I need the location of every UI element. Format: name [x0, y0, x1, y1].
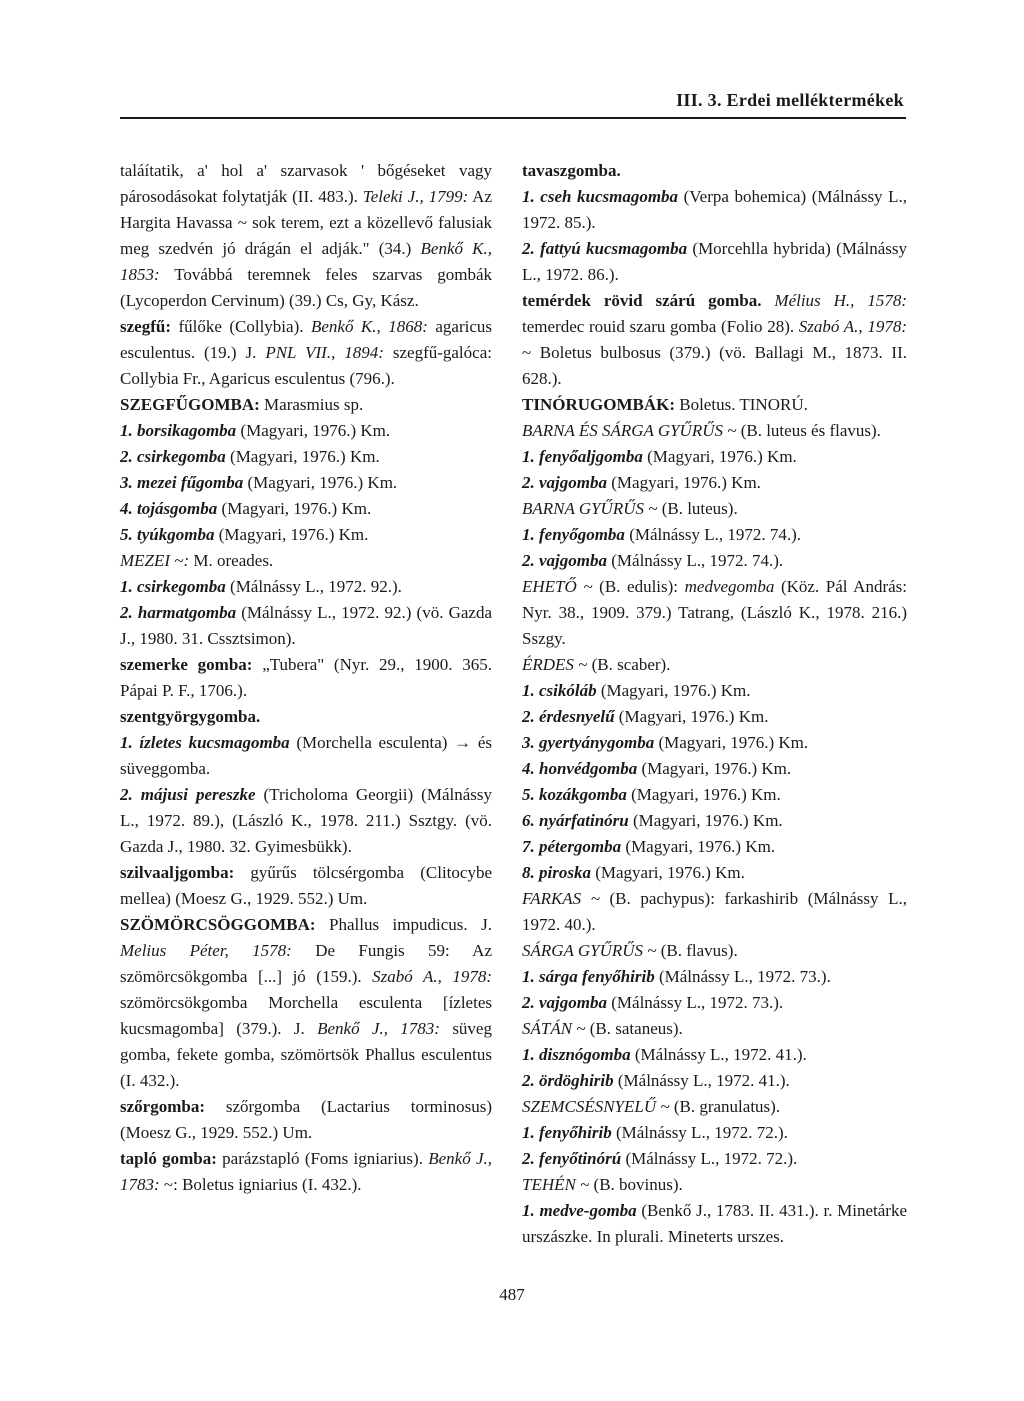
dictionary-entry	[522, 860, 907, 886]
entry-text-segment: Benkő J., 1783:	[317, 1019, 440, 1038]
dictionary-entry	[120, 574, 492, 600]
dictionary-entry	[120, 730, 492, 782]
entry-text-segment: 2. májusi pereszke	[120, 785, 256, 804]
entry-text-segment: tavaszgomba.	[522, 161, 621, 180]
entry-text-segment: SÁRGA GYŰRŰS ~	[522, 941, 657, 960]
entry-text-segment: TEHÉN ~	[522, 1175, 590, 1194]
dictionary-entry	[522, 1172, 907, 1198]
entry-text-segment: 4. tojásgomba	[120, 499, 218, 518]
entry-text-segment: 1. medve-gomba	[522, 1201, 637, 1220]
entry-text-segment: (Magyari, 1976.) Km.	[217, 499, 372, 518]
entry-text-segment: 2. harmatgomba	[120, 603, 237, 622]
dictionary-entry	[522, 548, 907, 574]
entry-text-segment: (B. flavus).	[656, 941, 738, 960]
dictionary-entry	[120, 158, 492, 314]
entry-text-segment: parázstapló (Foms igniarius).	[216, 1149, 429, 1168]
entry-text-segment: (Morcehlla hybrida) (Málnássy L., 1972. 86.).	[522, 239, 907, 284]
entry-text-segment: 4. honvédgomba	[522, 759, 638, 778]
dictionary-entry	[522, 652, 907, 678]
entry-text-segment: Benkő K., 1868:	[310, 317, 428, 336]
entry-text-segment: (Málnássy L., 1972. 92.) (vö. Gazda J., 1980. 31. Cssztsimon).	[120, 603, 492, 648]
entry-text-segment: Mélius H., 1578:	[774, 291, 907, 310]
dictionary-entry	[522, 496, 907, 522]
dictionary-entry	[120, 704, 492, 730]
entry-text-segment: temérdek rövid szárú gomba.	[522, 291, 762, 310]
entry-text-segment: agaricus esculentus. (19.) J.	[120, 317, 492, 362]
entry-text-segment: 1. csikóláb	[522, 681, 597, 700]
entry-text-segment: 5. kozákgomba	[522, 785, 627, 804]
dictionary-entry	[522, 756, 907, 782]
dictionary-entry	[522, 470, 907, 496]
entry-text-segment: (B. edulis):	[592, 577, 685, 596]
running-header	[120, 90, 904, 120]
entry-text-segment: szilvaaljgomba:	[120, 863, 235, 882]
entry-text-segment: 1. borsikagomba	[120, 421, 237, 440]
entry-text-segment: (Magyari, 1976.) Km.	[614, 707, 769, 726]
dictionary-entry	[120, 418, 492, 444]
entry-text-segment: szőrgomba:	[120, 1097, 205, 1116]
entry-text-segment: (Magyari, 1976.) Km.	[626, 785, 781, 804]
entry-text-segment: Továbbá teremnek feles szarvas gombák (Lycoperdon Cervinum) (39.) Cs, Gy, Kász.	[120, 265, 492, 310]
entry-text-segment: gyűrűs tölcsérgomba (Clitocybe mellea) (Moesz G., 1929. 552.) Um.	[120, 863, 492, 908]
entry-text-segment: (Magyari, 1976.) Km.	[642, 447, 797, 466]
entry-text-segment: (Magyari, 1976.) Km.	[236, 421, 391, 440]
dictionary-entry	[522, 418, 907, 444]
entry-text-segment: (B. sataneus).	[585, 1019, 683, 1038]
entry-text-segment: (Magyari, 1976.) Km.	[607, 473, 761, 492]
entry-text-segment: (B. luteus és flavus).	[736, 421, 881, 440]
entry-text-segment: süveg gomba, fekete gomba, szömörtsök Phallus esculentus (I. 432.).	[120, 1019, 492, 1090]
entry-text-segment: BARNA ÉS SÁRGA GYŰRŰS ~	[522, 421, 737, 440]
entry-text-segment: (Magyari, 1976.) Km.	[654, 733, 809, 752]
entry-text-segment: 1. fenyőhirib	[522, 1123, 612, 1142]
entry-text-segment: (B. pachypus): farkashirib (Málnássy L., 1972. 40.).	[522, 889, 907, 934]
entry-text-segment: (B. bovinus).	[589, 1175, 683, 1194]
entry-text-segment: (Málnássy L., 1972. 73.).	[607, 993, 784, 1012]
entry-text-segment: 2. vajgomba	[522, 473, 607, 492]
entry-text-segment: Melius Péter, 1578:	[120, 941, 292, 960]
entry-text-segment: 1. disznógomba	[522, 1045, 631, 1064]
entry-text-segment: (Magyari, 1976.) Km.	[637, 759, 792, 778]
entry-text-segment: (Köz. Pál András: Nyr. 38., 1909. 379.) Tatrang, (László K., 1978. 216.) Sszgy.	[522, 577, 907, 648]
entry-text-segment: De Fungis 59: Az szömörcsökgomba [...] jó (159.).	[120, 941, 492, 986]
dictionary-entry	[522, 574, 907, 652]
entry-text-segment: (B. luteus).	[657, 499, 738, 518]
dictionary-entry	[120, 522, 492, 548]
entry-text-segment: 3. mezei fűgomba	[120, 473, 244, 492]
entry-text-segment: 1. sárga fenyőhirib	[522, 967, 655, 986]
dictionary-entry	[522, 444, 907, 470]
dictionary-entry	[522, 964, 907, 990]
dictionary-entry	[522, 730, 907, 756]
entry-text-segment: (Málnássy L., 1972. 41.).	[613, 1071, 790, 1090]
entry-text-segment: Benkő K., 1853:	[120, 239, 492, 284]
entry-text-segment: EHETŐ ~	[522, 577, 593, 596]
dictionary-entry	[522, 834, 907, 860]
page-number: 487	[499, 1285, 525, 1304]
entry-text-segment: szegfű-galóca: Collybia Fr., Agaricus esculentus (796.).	[120, 343, 492, 388]
dictionary-entry	[120, 600, 492, 652]
entry-text-segment: (Magyari, 1976.) Km.	[621, 837, 776, 856]
entry-text-segment: ~ Boletus bulbosus (379.) (vö. Ballagi M., 1873. II. 628.).	[522, 343, 907, 388]
dictionary-entry	[522, 1068, 907, 1094]
entry-text-segment: 2. vajgomba	[522, 993, 607, 1012]
entry-text-segment: M. oreades.	[189, 551, 274, 570]
entry-text-segment: 1. csirkegomba	[120, 577, 226, 596]
entry-text-segment: ~: Boletus igniarius (I. 432.).	[159, 1175, 362, 1194]
dictionary-entry	[120, 392, 492, 418]
entry-text-segment: (Benkő J., 1783. II. 431.). r. Minetárke urszászke. In plurali. Mineterts urszes.	[522, 1201, 907, 1246]
entry-text-segment: 6. nyárfatinóru	[522, 811, 629, 830]
entry-text-segment: (Magyari, 1976.) Km.	[628, 811, 783, 830]
dictionary-entry	[522, 990, 907, 1016]
entry-text-segment: SZEMCSÉSNYELŰ ~	[522, 1097, 670, 1116]
dictionary-entry	[120, 912, 492, 1094]
entry-text-segment: 2. csirkegomba	[120, 447, 226, 466]
entry-text-segment: (Magyari, 1976.) Km.	[214, 525, 369, 544]
entry-text-segment: 2. ördöghirib	[522, 1071, 614, 1090]
entry-text-segment: (Tricholoma Georgii) (Málnássy L., 1972. 89.), (László K., 1978. 211.) Ssztgy. (vö. Gazda J., 1980. 32. Gyimesbükk).	[120, 785, 492, 856]
dictionary-entry	[120, 496, 492, 522]
entry-text-segment: medvegomba	[684, 577, 775, 596]
entry-text-segment: (Morchella esculenta) → és süveggomba.	[120, 733, 492, 778]
entry-text-segment: 1. fenyőaljgomba	[522, 447, 643, 466]
entry-text-segment: (Málnássy L., 1972. 74.).	[607, 551, 784, 570]
dictionary-entry	[120, 1094, 492, 1146]
dictionary-entry	[522, 1042, 907, 1068]
header-rule	[120, 117, 906, 119]
entry-text-segment: 5. tyúkgomba	[120, 525, 215, 544]
dictionary-entry	[522, 1120, 907, 1146]
entry-text-segment: (Málnássy L., 1972. 73.).	[654, 967, 831, 986]
dictionary-entry	[522, 938, 907, 964]
right-column	[522, 158, 907, 1250]
entry-text-segment: (B. granulatus).	[669, 1097, 781, 1116]
dictionary-entry	[522, 288, 907, 392]
entry-text-segment: (Verpa bohemica) (Málnássy L., 1972. 85.).	[522, 187, 907, 232]
entry-text-segment: SZÖMÖRCSÖGGOMBA:	[120, 915, 316, 934]
dictionary-entry	[522, 392, 907, 418]
dictionary-entry	[522, 1094, 907, 1120]
dictionary-entry	[522, 158, 907, 184]
entry-text-segment: TINÓRUGOMBÁK:	[522, 395, 675, 414]
entry-text-segment: (Magyari, 1976.) Km.	[596, 681, 751, 700]
entry-text-segment: 7. pétergomba	[522, 837, 622, 856]
entry-text-segment: szemerke gomba:	[120, 655, 253, 674]
entry-text-segment: Teleki J., 1799:	[362, 187, 469, 206]
entry-text-segment: FARKAS ~	[522, 889, 600, 908]
entry-text-segment: MEZEI ~:	[120, 551, 190, 570]
dictionary-entry	[522, 1198, 907, 1250]
entry-text-segment: (Magyari, 1976.) Km.	[243, 473, 398, 492]
section-title: III. 3. Erdei melléktermékek	[676, 90, 904, 110]
dictionary-entry	[522, 678, 907, 704]
left-column	[120, 158, 492, 1198]
entry-text-segment: (Málnássy L., 1972. 92.).	[225, 577, 402, 596]
dictionary-entry	[522, 808, 907, 834]
entry-text-segment: SÁTÁN ~	[522, 1019, 586, 1038]
entry-text-segment: (Magyari, 1976.) Km.	[225, 447, 380, 466]
dictionary-entry	[120, 1146, 492, 1198]
entry-text-segment: 1. ízletes kucsmagomba	[120, 733, 290, 752]
entry-text-segment: 1. cseh kucsmagomba	[522, 187, 679, 206]
entry-text-segment: Az Hargita Havassa ~ sok terem, ezt a közellevő falusiak meg szedvén jó drágán el adják." (34.)	[120, 187, 492, 258]
entry-text-segment: (B. scaber).	[587, 655, 671, 674]
dictionary-entry	[522, 782, 907, 808]
entry-text-segment: Marasmius sp.	[259, 395, 364, 414]
entry-text-segment: (Magyari, 1976.) Km.	[590, 863, 745, 882]
entry-text-segment: SZEGFŰGOMBA:	[120, 395, 260, 414]
dictionary-entry	[522, 1146, 907, 1172]
entry-text-segment: taláítatik, a' hol a' szarvasok ' bőgéseket vagy párosodásokat folytatják (II. 483.).	[120, 161, 492, 206]
entry-text-segment: Szabó A., 1978:	[372, 967, 492, 986]
entry-text-segment: szőrgomba (Lactarius torminosus) (Moesz G., 1929. 552.) Um.	[120, 1097, 492, 1142]
dictionary-entry	[522, 1016, 907, 1042]
dictionary-entry	[522, 704, 907, 730]
entry-text-segment: 3. gyertyánygomba	[522, 733, 655, 752]
entry-text-segment: temerdec rouid szaru gomba (Folio 28).	[522, 317, 799, 336]
dictionary-entry	[522, 236, 907, 288]
entry-text-segment: tapló gomba:	[120, 1149, 217, 1168]
entry-text-segment: 2. fenyőtinórú	[522, 1149, 622, 1168]
entry-text-segment: (Málnássy L., 1972. 41.).	[630, 1045, 807, 1064]
entry-text-segment: PNL VII., 1894:	[265, 343, 384, 362]
entry-text-segment: 2. vajgomba	[522, 551, 607, 570]
dictionary-entry	[120, 314, 492, 392]
entry-text-segment: Phallus impudicus. J.	[315, 915, 492, 934]
dictionary-entry	[522, 886, 907, 938]
dictionary-entry	[120, 860, 492, 912]
entry-text-segment: Boletus. TINORÚ.	[675, 395, 808, 414]
dictionary-entry	[522, 522, 907, 548]
entry-text-segment: „Tubera" (Nyr. 29., 1900. 365. Pápai P. F., 1706.).	[120, 655, 492, 700]
dictionary-entry	[120, 782, 492, 860]
dictionary-entry	[522, 184, 907, 236]
entry-text-segment: BARNA GYŰRŰS ~	[522, 499, 658, 518]
entry-text-segment: 2. fattyú kucsmagomba	[522, 239, 688, 258]
entry-text-segment: Szabó A., 1978:	[798, 317, 907, 336]
entry-text-segment: 2. érdesnyelű	[522, 707, 615, 726]
entry-text-segment: fűlőke (Collybia).	[170, 317, 311, 336]
entry-text-segment: ÉRDES ~	[522, 655, 588, 674]
entry-text-segment: 8. piroska	[522, 863, 591, 882]
entry-text-segment: (Málnássy L., 1972. 72.).	[611, 1123, 788, 1142]
dictionary-entry	[120, 470, 492, 496]
dictionary-entry	[120, 548, 492, 574]
entry-text-segment: 1. fenyőgomba	[522, 525, 625, 544]
entry-text-segment: szegfű:	[120, 317, 171, 336]
entry-text-segment: Benkő J., 1783:	[120, 1149, 493, 1194]
dictionary-entry	[120, 652, 492, 704]
dictionary-entry	[120, 444, 492, 470]
entry-text-segment: (Málnássy L., 1972. 72.).	[621, 1149, 798, 1168]
entry-text-segment: szentgyörgygomba.	[120, 707, 261, 726]
entry-text-segment	[761, 291, 774, 310]
entry-text-segment: (Málnássy L., 1972. 74.).	[624, 525, 802, 544]
entry-text-segment: szömörcsökgomba Morchella esculenta [ízletes kucsmagomba] (379.). J.	[120, 993, 492, 1038]
